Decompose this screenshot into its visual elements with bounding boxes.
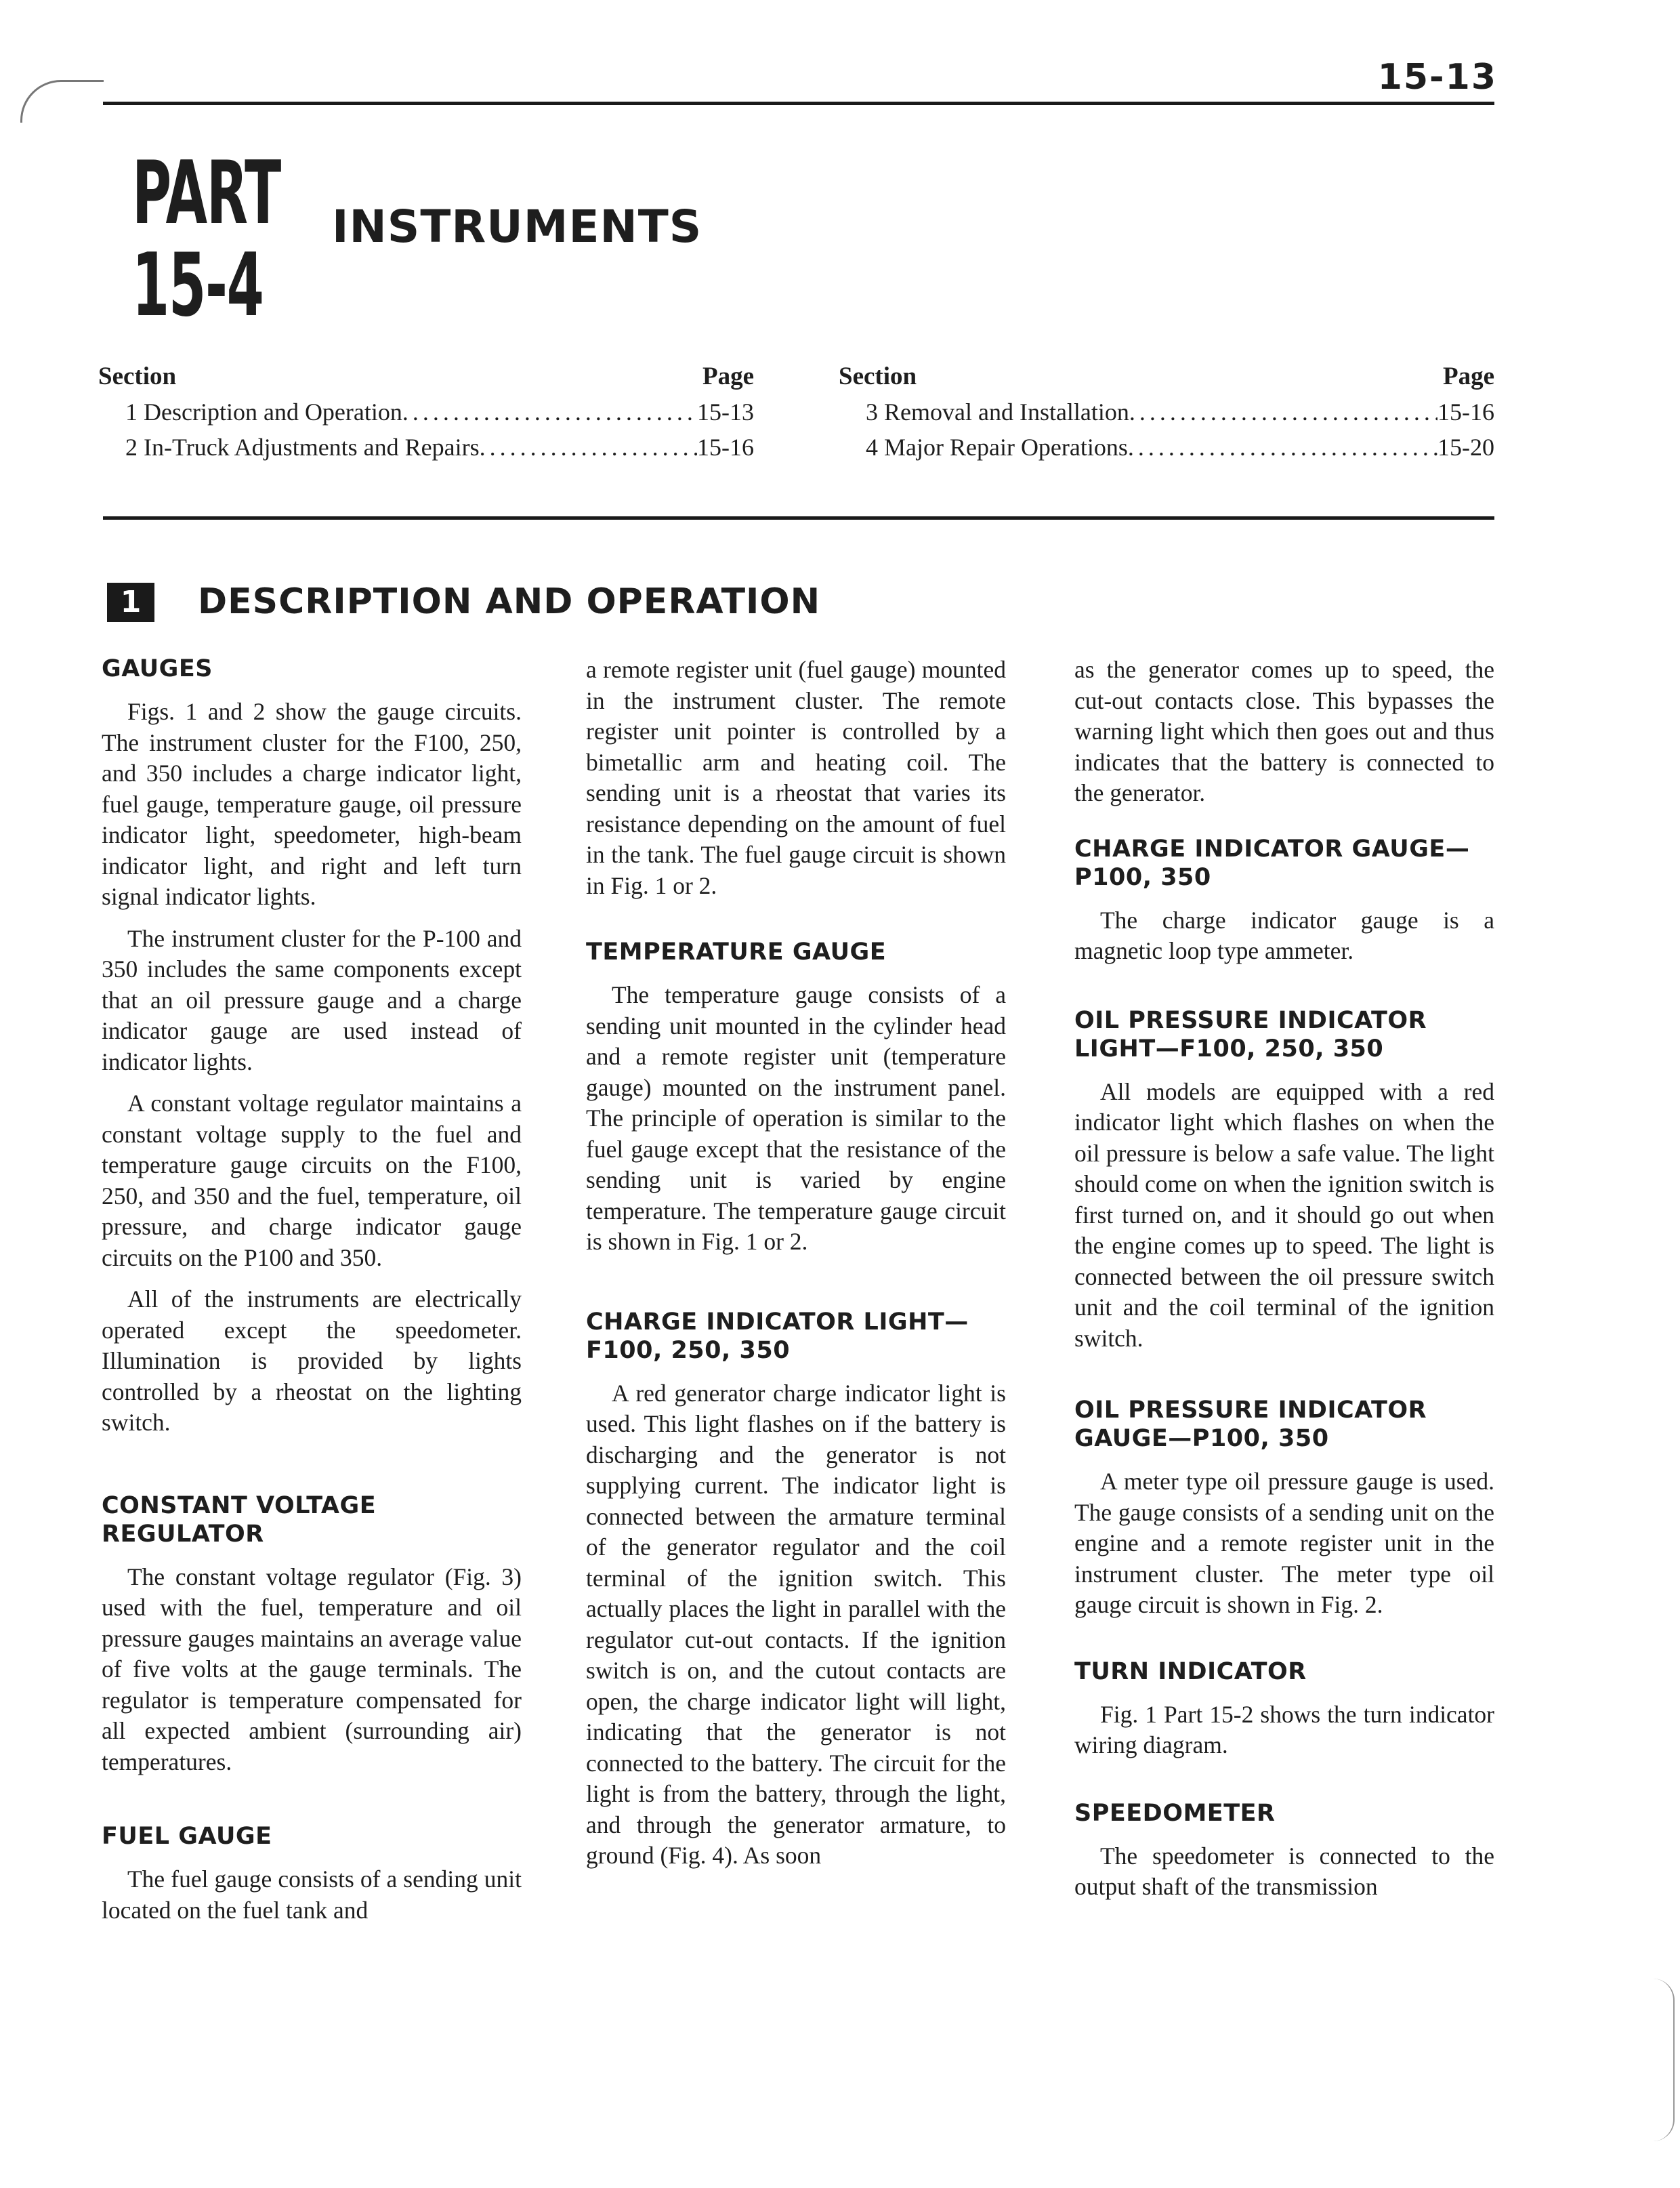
toc-rule bbox=[103, 516, 1494, 520]
paragraph: as the generator comes up to speed, the cut-out contacts close. This bypasses the warning light which then goes out and thus indicates that the battery is connected to the generator. bbox=[1074, 656, 1494, 806]
toc-section-header: Section bbox=[839, 363, 917, 390]
paragraph: All models are equipped with a red indicator light which flashes on when the oil pressure is below a safe value. The light should come on when the ignition switch is first turned on, and it should go out when the engine comes up to speed. The light is connected between the oil pressure switch unit and the coil terminal of the ignition switch. bbox=[1074, 1077, 1494, 1352]
paragraph: Figs. 1 and 2 show the gauge circuits. The instrument cluster for the F100, 250, and 350 includes a charge indicator light, fuel gauge, temperature gauge, oil pressure indicator light, speedometer, high-beam indicator light, and right and left turn signal indicator lights. bbox=[102, 698, 522, 910]
paragraph: A red generator charge indicator light is used. This light flashes on if the battery is discharging and the generator is not supplying current. The indicator light is connected between the armature terminal of the generator regulator and the coil terminal of the ignition switch. This actually places the light in parallel with the regulator cut-out contacts. If the ignition switch is on, and the cutout contacts are open, the charge indicator light will light, indicating that the generator is not connected to the battery. The circuit for the light is from the battery, through the light, and through the generator armature, to ground (Fig. 4). As soon bbox=[586, 1379, 1006, 1869]
paragraph: A constant voltage regulator maintains a constant voltage supply to the fuel and temperature gauge circuits on the F100, 250, and 350 and the fuel, temperature, oil pressure, and charge indicator gauge circuits on the P100 and 350. bbox=[102, 1090, 522, 1271]
toc-section-header: Section bbox=[98, 363, 177, 390]
heading-speedometer: SPEEDOMETER bbox=[1074, 1799, 1276, 1827]
section-number-badge: 1 bbox=[107, 583, 154, 622]
heading-fuel-gauge: FUEL GAUGE bbox=[102, 1823, 272, 1850]
heading-charge-indicator-light: CHARGE INDICATOR LIGHT— F100, 250, 350 bbox=[586, 1308, 969, 1364]
paragraph: Fig. 1 Part 15-2 shows the turn indicator wiring diagram. bbox=[1074, 1700, 1494, 1758]
column-2 bbox=[586, 655, 1006, 1882]
part-number: 15-4 bbox=[132, 235, 264, 336]
page-edge-mark bbox=[1653, 1979, 1675, 2141]
toc-entry[interactable]: 4 Major Repair Operations ..... 15-20 bbox=[839, 430, 1494, 465]
paragraph: The charge indicator gauge is a magnetic loop type ammeter. bbox=[1074, 906, 1494, 964]
toc-entry[interactable]: 1 Description and Operation ..... 15-13 bbox=[98, 394, 754, 430]
paragraph: All of the instruments are electrically operated except the speedometer. Illumination is provided by lights controlled by a rheostat on the lighting switch. bbox=[102, 1285, 522, 1436]
toc-entry[interactable]: 2 In-Truck Adjustments and Repairs ..... 15-16 bbox=[98, 430, 754, 465]
toc-left bbox=[98, 359, 754, 465]
page-corner-mark bbox=[20, 80, 104, 123]
paragraph: a remote register unit (fuel gauge) mounted in the instrument cluster. The remote register unit pointer is controlled by a bimetallic arm and heating coil. The sending unit is a rheostat that varies its resistance depending on the amount of fuel in the tank. The fuel gauge circuit is shown in Fig. 1 or 2. bbox=[586, 656, 1006, 899]
paragraph: The constant voltage regulator (Fig. 3) used with the fuel, temperature and oil pressure gauges maintains an average value of five volts at the gauge terminals. The regulator is temperature compensated for all expected ambient (surrounding air) temperatures. bbox=[102, 1563, 522, 1775]
toc-page-header: Page bbox=[702, 363, 754, 390]
paragraph: The temperature gauge consists of a sending unit mounted in the cylinder head and a remote register unit (temperature gauge) mounted on the instrument panel. The principle of operation is similar to the fuel gauge except that the resistance of the sending unit is varied by engine temperature. The temperature gauge circuit is shown in Fig. 1 or 2. bbox=[586, 981, 1006, 1255]
toc-page-header: Page bbox=[1442, 363, 1494, 390]
heading-turn-indicator: TURN INDICATOR bbox=[1074, 1657, 1307, 1685]
heading-oil-pressure-indicator-light: OIL PRESSURE INDICATOR LIGHT—F100, 250, 350 bbox=[1074, 1006, 1427, 1062]
paragraph: The speedometer is connected to the output shaft of the transmission bbox=[1074, 1842, 1494, 1900]
part-label: PART bbox=[132, 143, 281, 244]
part-heading bbox=[132, 143, 281, 336]
section-title: DESCRIPTION AND OPERATION bbox=[198, 581, 821, 622]
heading-charge-indicator-gauge: CHARGE INDICATOR GAUGE— P100, 350 bbox=[1074, 835, 1470, 891]
toc-entry[interactable]: 3 Removal and Installation ..... 15-16 bbox=[839, 394, 1494, 430]
heading-temperature-gauge: TEMPERATURE GAUGE bbox=[586, 938, 887, 966]
toc-right bbox=[839, 359, 1494, 465]
paragraph: A meter type oil pressure gauge is used. The gauge consists of a sending unit on the engine and a remote register unit in the instrument cluster. The meter type oil gauge circuit is shown in Fig. 2. bbox=[1074, 1468, 1494, 1618]
paragraph: The fuel gauge consists of a sending unit located on the fuel tank and bbox=[102, 1865, 522, 1924]
column-3 bbox=[1074, 655, 1494, 1914]
heading-constant-voltage-regulator: CONSTANT VOLTAGE REGULATOR bbox=[102, 1491, 377, 1548]
part-title: INSTRUMENTS bbox=[332, 201, 702, 253]
paragraph: The instrument cluster for the P-100 and 350 includes the same components except that an oil pressure gauge and a charge indicator gauge are used instead of indicator lights. bbox=[102, 924, 522, 1075]
top-rule bbox=[103, 102, 1494, 105]
heading-gauges: GAUGES bbox=[102, 655, 213, 682]
page-number: 15-13 bbox=[1377, 57, 1497, 98]
column-1 bbox=[102, 655, 522, 1937]
heading-oil-pressure-indicator-gauge: OIL PRESSURE INDICATOR GAUGE—P100, 350 bbox=[1074, 1397, 1427, 1452]
